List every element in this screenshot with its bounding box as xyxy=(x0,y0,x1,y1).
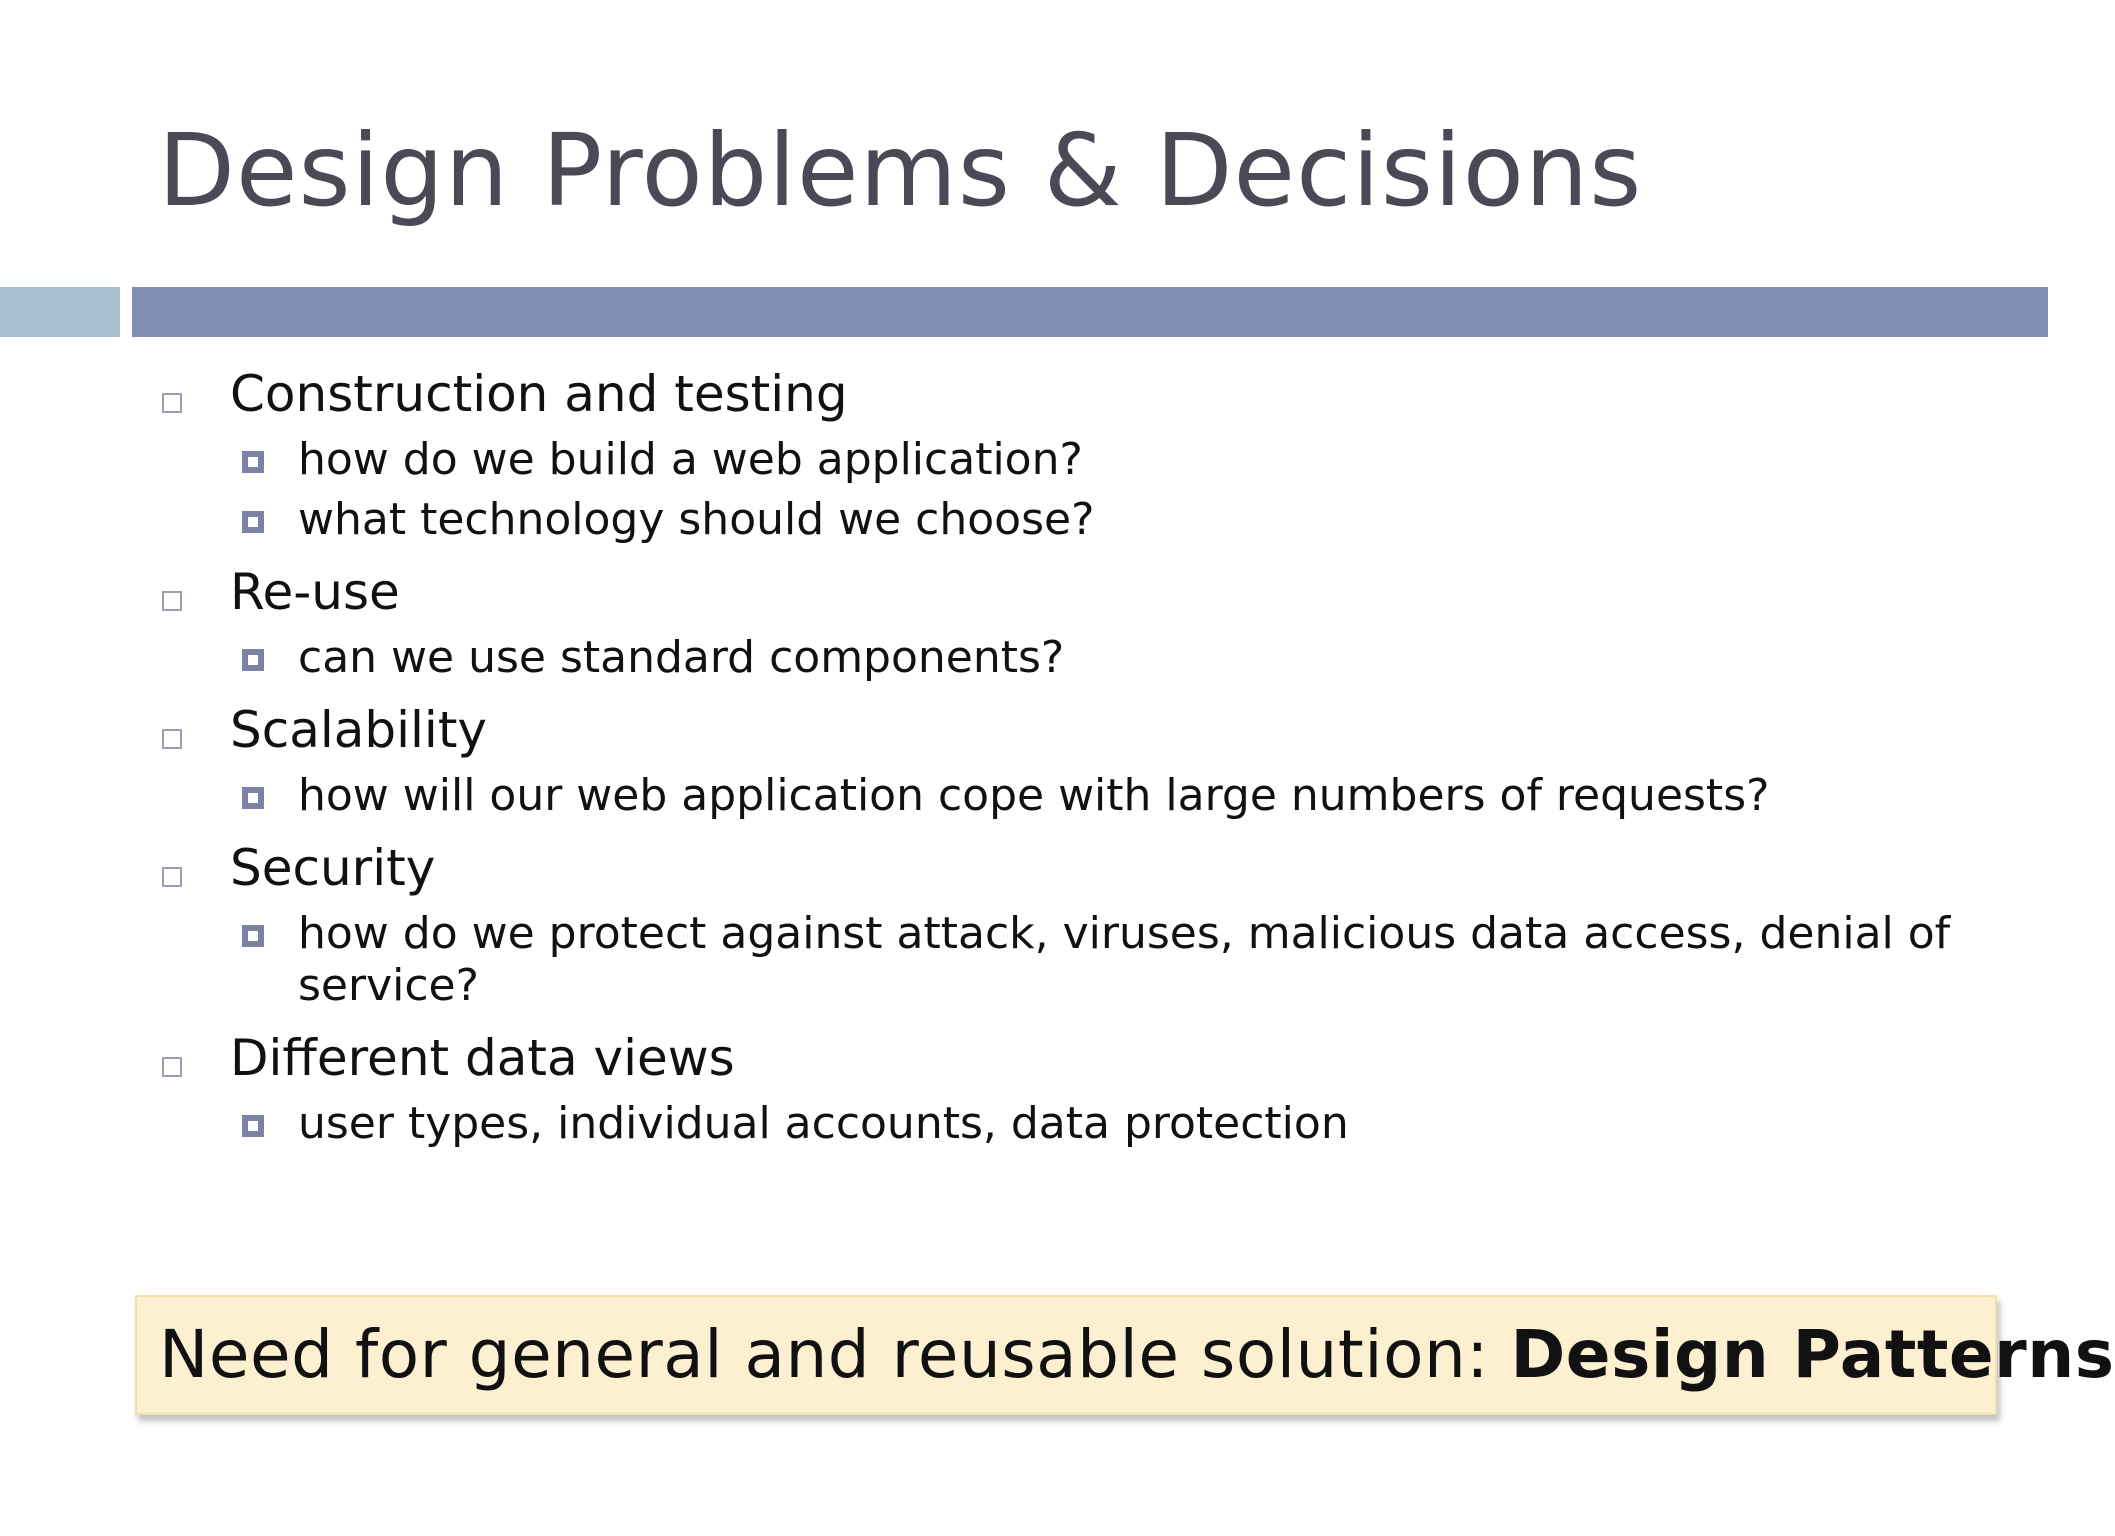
hollow-square-bullet-icon xyxy=(162,729,182,749)
square-bullet-icon xyxy=(242,511,264,533)
square-bullet-icon xyxy=(242,787,264,809)
square-bullet-icon xyxy=(242,925,264,947)
title-accent-bar xyxy=(0,287,120,337)
bullet-level1 xyxy=(158,1026,1958,1090)
bullet-list xyxy=(158,362,1958,1150)
bullet-level2 xyxy=(158,908,2018,1012)
section-heading: Security xyxy=(230,839,436,897)
section-heading: Scalability xyxy=(230,701,488,759)
title-divider-bar xyxy=(132,287,2048,337)
section-point: can we use standard components? xyxy=(298,632,1065,683)
bullet-level1 xyxy=(158,836,1958,900)
slide-title: Design Problems & Decisions xyxy=(158,112,1643,229)
section-heading: Different data views xyxy=(230,1029,735,1087)
bullet-level1 xyxy=(158,560,1958,624)
bullet-level2 xyxy=(158,1098,2018,1150)
bullet-level1 xyxy=(158,698,1958,762)
bullet-level2 xyxy=(158,632,2018,684)
conclusion-callout xyxy=(135,1295,2115,1415)
hollow-square-bullet-icon xyxy=(162,867,182,887)
hollow-square-bullet-icon xyxy=(162,591,182,611)
square-bullet-icon xyxy=(242,451,264,473)
bullet-level2 xyxy=(158,434,2018,486)
callout-text: Need for general and reusable solution: xyxy=(159,1316,1511,1393)
square-bullet-icon xyxy=(242,1115,264,1137)
section-heading: Re-use xyxy=(230,563,400,621)
callout-emphasis: Design Patterns xyxy=(1510,1316,2115,1393)
hollow-square-bullet-icon xyxy=(162,393,182,413)
section-point: what technology should we choose? xyxy=(298,494,1095,545)
section-heading: Construction and testing xyxy=(230,365,848,423)
hollow-square-bullet-icon xyxy=(162,1057,182,1077)
section-point: how do we build a web application? xyxy=(298,434,1083,485)
bullet-level2 xyxy=(158,494,2018,546)
bullet-level2 xyxy=(158,770,2018,822)
section-point: how do we protect against attack, viruses, malicious data access, denial of service? xyxy=(298,908,1951,1011)
bullet-level1 xyxy=(158,362,1958,426)
section-point: user types, individual accounts, data protection xyxy=(298,1098,1349,1149)
section-point: how will our web application cope with large numbers of requests? xyxy=(298,770,1770,821)
square-bullet-icon xyxy=(242,649,264,671)
